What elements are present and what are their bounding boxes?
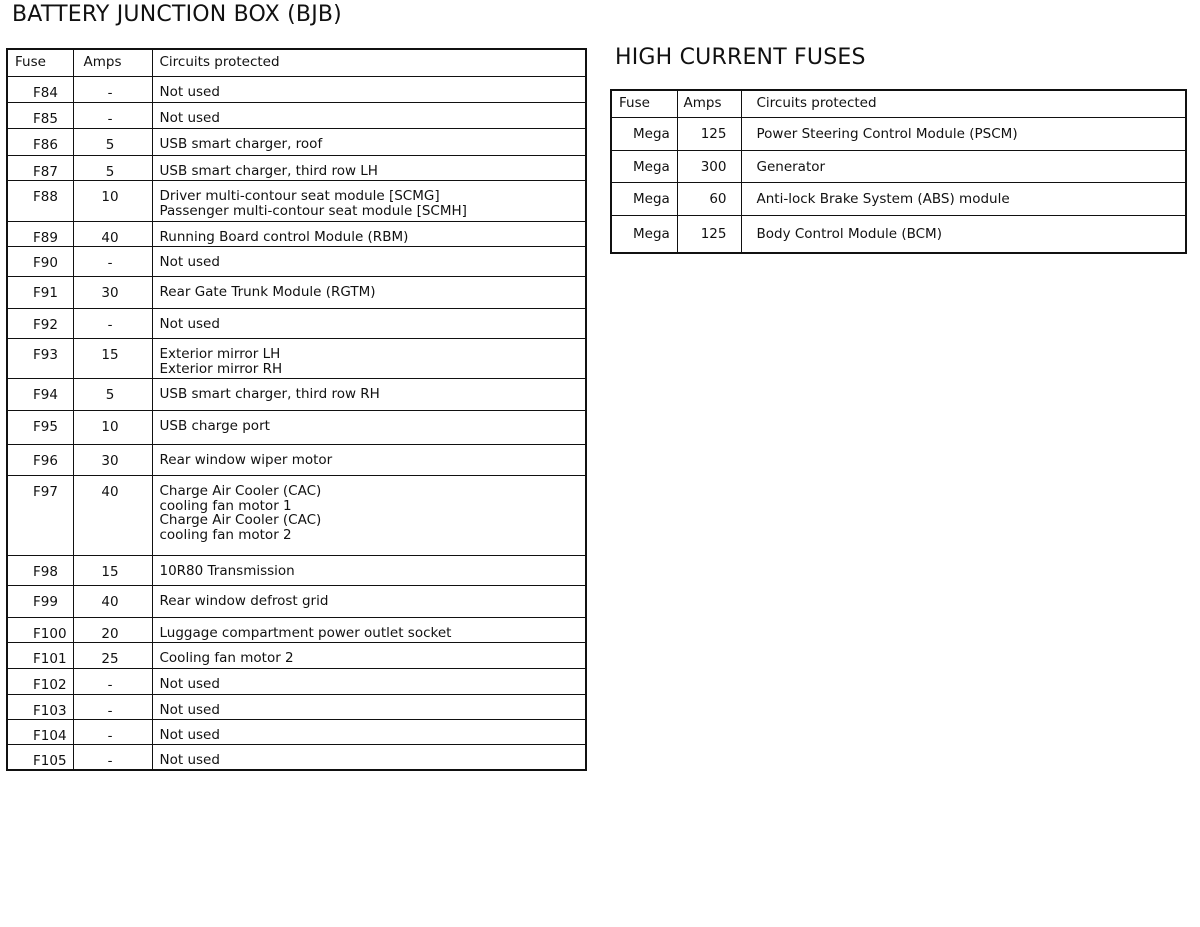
- bjb-cell-circuits: 10R80 Transmission: [152, 556, 586, 586]
- hc-cell-amps: 60: [677, 183, 741, 216]
- bjb-cell-amps: -: [73, 695, 152, 720]
- bjb-cell-fuse: F98: [7, 556, 73, 586]
- bjb-cell-circuits: Not used: [152, 247, 586, 277]
- bjb-cell-circuits: Not used: [152, 77, 586, 103]
- bjb-cell-amps: 10: [73, 181, 152, 222]
- bjb-cell-fuse: F85: [7, 103, 73, 129]
- hc-table-row: [611, 183, 1186, 216]
- bjb-cell-circuits: Rear window wiper motor: [152, 445, 586, 476]
- hc-table-row: [611, 216, 1186, 253]
- high-current-title: HIGH CURRENT FUSES: [615, 45, 866, 70]
- bjb-cell-circuits: Charge Air Cooler (CAC) cooling fan motor 1 Charge Air Cooler (CAC) cooling fan motor 2: [152, 476, 586, 556]
- high-current-fuse-table: [610, 89, 1187, 254]
- hc-cell-amps: 300: [677, 151, 741, 183]
- bjb-table-row: [7, 669, 586, 695]
- bjb-table-row: [7, 411, 586, 445]
- bjb-cell-circuits: Running Board control Module (RBM): [152, 222, 586, 247]
- bjb-cell-fuse: F104: [7, 720, 73, 745]
- bjb-cell-circuits: Driver multi-contour seat module [SCMG] Passenger multi-contour seat module [SCMH]: [152, 181, 586, 222]
- bjb-cell-circuits: Not used: [152, 695, 586, 720]
- hc-cell-amps: 125: [677, 216, 741, 253]
- bjb-cell-fuse: F101: [7, 643, 73, 669]
- bjb-header-row: [7, 49, 586, 77]
- bjb-header-circuits: Circuits protected: [152, 49, 586, 77]
- bjb-cell-amps: 40: [73, 586, 152, 618]
- bjb-table-row: [7, 222, 586, 247]
- bjb-header-amps: Amps: [73, 49, 152, 77]
- hc-cell-circuits: Body Control Module (BCM): [741, 216, 1186, 253]
- bjb-cell-fuse: F88: [7, 181, 73, 222]
- bjb-table-row: [7, 339, 586, 379]
- bjb-table-row: [7, 745, 586, 771]
- bjb-table-row: [7, 379, 586, 411]
- bjb-table-row: [7, 277, 586, 309]
- hc-cell-fuse: Mega: [611, 216, 677, 253]
- bjb-cell-fuse: F94: [7, 379, 73, 411]
- bjb-fuse-table: [6, 48, 587, 771]
- bjb-cell-amps: 30: [73, 445, 152, 476]
- hc-header-amps: Amps: [677, 90, 741, 118]
- hc-header-fuse: Fuse: [611, 90, 677, 118]
- bjb-cell-fuse: F89: [7, 222, 73, 247]
- hc-header-row: [611, 90, 1186, 118]
- bjb-table-row: [7, 643, 586, 669]
- bjb-cell-fuse: F86: [7, 129, 73, 156]
- bjb-cell-amps: 40: [73, 222, 152, 247]
- bjb-cell-amps: 40: [73, 476, 152, 556]
- bjb-table-row: [7, 476, 586, 556]
- bjb-cell-circuits: USB smart charger, third row LH: [152, 156, 586, 181]
- bjb-cell-fuse: F92: [7, 309, 73, 339]
- bjb-cell-fuse: F100: [7, 618, 73, 643]
- bjb-cell-amps: 20: [73, 618, 152, 643]
- hc-cell-amps: 125: [677, 118, 741, 151]
- bjb-cell-circuits: Not used: [152, 720, 586, 745]
- bjb-cell-amps: 15: [73, 339, 152, 379]
- bjb-table-row: [7, 618, 586, 643]
- bjb-table-row: [7, 695, 586, 720]
- bjb-cell-amps: 30: [73, 277, 152, 309]
- bjb-cell-circuits: Not used: [152, 669, 586, 695]
- bjb-cell-amps: -: [73, 309, 152, 339]
- bjb-cell-fuse: F90: [7, 247, 73, 277]
- bjb-cell-amps: 10: [73, 411, 152, 445]
- bjb-cell-circuits: USB smart charger, roof: [152, 129, 586, 156]
- hc-table-row: [611, 151, 1186, 183]
- hc-cell-circuits: Power Steering Control Module (PSCM): [741, 118, 1186, 151]
- bjb-cell-circuits: Exterior mirror LH Exterior mirror RH: [152, 339, 586, 379]
- bjb-cell-circuits: USB charge port: [152, 411, 586, 445]
- bjb-table-row: [7, 309, 586, 339]
- hc-cell-circuits: Anti-lock Brake System (ABS) module: [741, 183, 1186, 216]
- bjb-cell-circuits: Not used: [152, 309, 586, 339]
- bjb-cell-fuse: F91: [7, 277, 73, 309]
- bjb-title: BATTERY JUNCTION BOX (BJB): [12, 2, 342, 27]
- bjb-cell-amps: -: [73, 720, 152, 745]
- bjb-cell-fuse: F95: [7, 411, 73, 445]
- bjb-cell-amps: -: [73, 77, 152, 103]
- bjb-table-row: [7, 720, 586, 745]
- bjb-table-row: [7, 181, 586, 222]
- bjb-cell-amps: 5: [73, 379, 152, 411]
- bjb-cell-fuse: F99: [7, 586, 73, 618]
- bjb-cell-amps: 5: [73, 129, 152, 156]
- bjb-cell-circuits: Not used: [152, 103, 586, 129]
- bjb-cell-fuse: F84: [7, 77, 73, 103]
- bjb-cell-circuits: Rear window defrost grid: [152, 586, 586, 618]
- bjb-cell-circuits: Not used: [152, 745, 586, 771]
- bjb-cell-amps: -: [73, 247, 152, 277]
- bjb-cell-fuse: F105: [7, 745, 73, 771]
- hc-header-circuits: Circuits protected: [741, 90, 1186, 118]
- hc-cell-fuse: Mega: [611, 151, 677, 183]
- hc-table-row: [611, 118, 1186, 151]
- bjb-table-row: [7, 556, 586, 586]
- bjb-cell-circuits: Cooling fan motor 2: [152, 643, 586, 669]
- bjb-cell-fuse: F93: [7, 339, 73, 379]
- bjb-table-row: [7, 445, 586, 476]
- bjb-cell-circuits: Rear Gate Trunk Module (RGTM): [152, 277, 586, 309]
- bjb-cell-fuse: F97: [7, 476, 73, 556]
- bjb-cell-amps: 25: [73, 643, 152, 669]
- bjb-table-row: [7, 586, 586, 618]
- bjb-header-fuse: Fuse: [7, 49, 73, 77]
- bjb-cell-circuits: USB smart charger, third row RH: [152, 379, 586, 411]
- bjb-cell-amps: -: [73, 745, 152, 771]
- bjb-cell-amps: 15: [73, 556, 152, 586]
- bjb-table-row: [7, 247, 586, 277]
- hc-cell-fuse: Mega: [611, 183, 677, 216]
- bjb-table-row: [7, 129, 586, 156]
- bjb-table-row: [7, 77, 586, 103]
- bjb-table-row: [7, 103, 586, 129]
- bjb-cell-amps: -: [73, 103, 152, 129]
- bjb-cell-circuits: Luggage compartment power outlet socket: [152, 618, 586, 643]
- bjb-cell-fuse: F96: [7, 445, 73, 476]
- bjb-cell-fuse: F102: [7, 669, 73, 695]
- bjb-cell-amps: -: [73, 669, 152, 695]
- bjb-cell-fuse: F87: [7, 156, 73, 181]
- hc-cell-fuse: Mega: [611, 118, 677, 151]
- bjb-cell-fuse: F103: [7, 695, 73, 720]
- hc-cell-circuits: Generator: [741, 151, 1186, 183]
- bjb-cell-amps: 5: [73, 156, 152, 181]
- bjb-table-row: [7, 156, 586, 181]
